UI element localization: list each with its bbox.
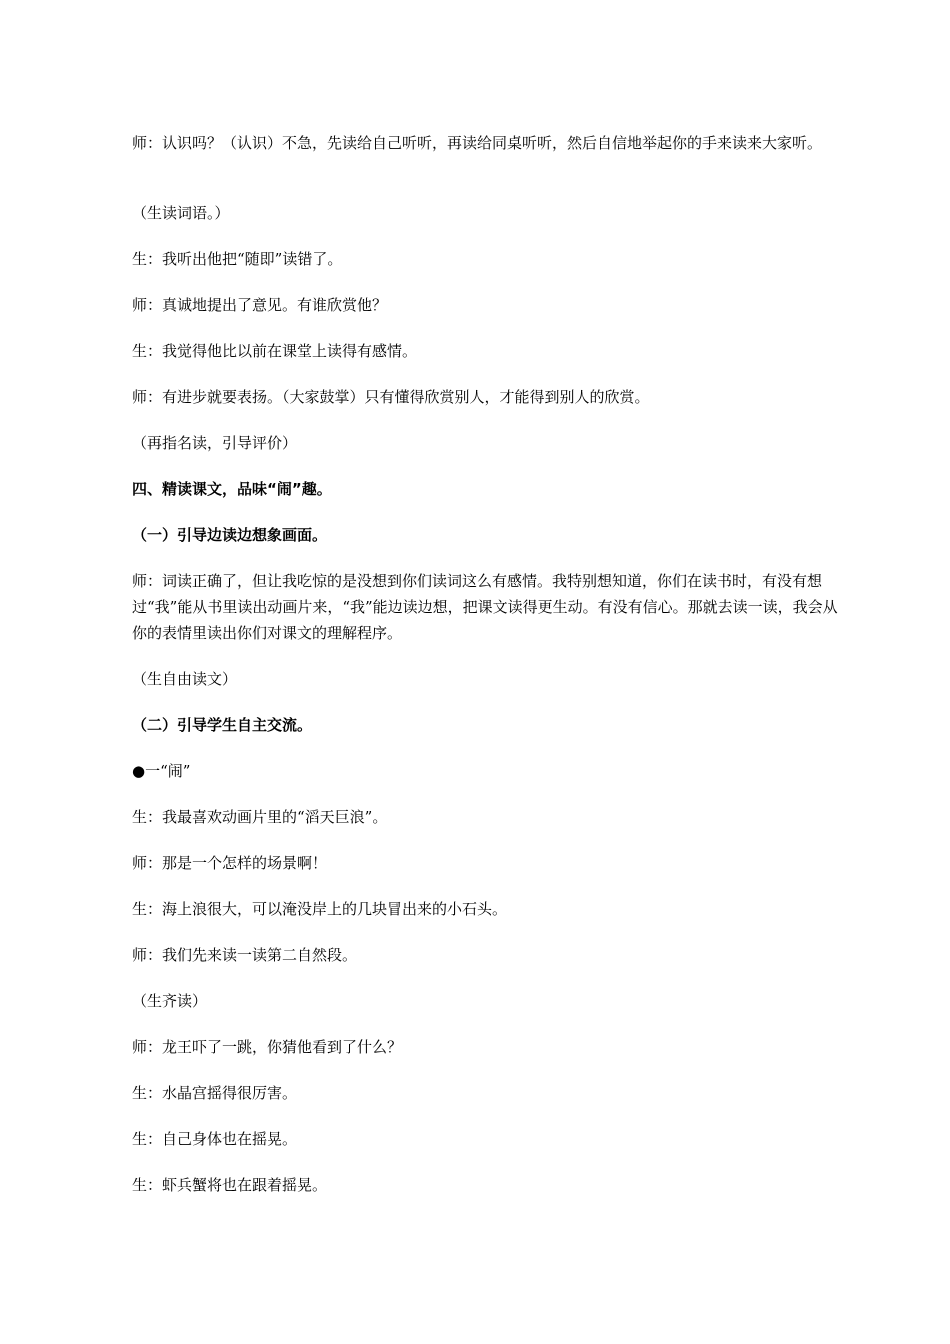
subsection-heading-1: （一）引导边读边想象画面。	[132, 526, 328, 544]
paragraph-19: 师：龙王吓了一跳，你猜他看到了什么？	[132, 1038, 403, 1056]
paragraph-14: 生：我最喜欢动画片里的“滔天巨浪”。	[132, 808, 388, 826]
document-page	[132, 130, 852, 1218]
paragraph-15: 师：那是一个怎样的场景啊！	[132, 854, 328, 872]
bullet-item: ●一“闹”	[132, 762, 191, 780]
paragraph-6: 师：有进步就要表扬。（大家鼓掌）只有懂得欣赏别人，才能得到别人的欣赏。	[132, 388, 650, 406]
paragraph-18: （生齐读）	[132, 992, 208, 1010]
section-heading-4: 四、精读课文，品味“闹”趣。	[132, 480, 332, 498]
paragraph-3: 生：我听出他把“随即”读错了。	[132, 250, 343, 268]
paragraph-4: 师：真诚地提出了意见。有谁欣赏他？	[132, 296, 388, 314]
subsection-heading-2: （二）引导学生自主交流。	[132, 716, 313, 734]
paragraph-7: （再指名读，引导评价）	[132, 434, 298, 452]
paragraph-17: 师：我们先来读一读第二自然段。	[132, 946, 358, 964]
paragraph-16: 生：海上浪很大，可以淹没岸上的几块冒出来的小石头。	[132, 900, 508, 918]
paragraph-22: 生：虾兵蟹将也在跟着摇晃。	[132, 1176, 328, 1194]
paragraph-5: 生：我觉得他比以前在课堂上读得有感情。	[132, 342, 418, 360]
paragraph-21: 生：自己身体也在摇晃。	[132, 1130, 298, 1148]
paragraph-10: 师：词读正确了，但让我吃惊的是没想到你们读词这么有感情。我特别想知道，你们在读书时，有没有想过“我”能从书里读出动画片来，“我”能边读边想，把课文读得更生动。有没有信心。那就去读一读，我会从你的表情里读出你们对课文的理解程序。	[132, 572, 838, 642]
paragraph-11: （生自由读文）	[132, 670, 238, 688]
paragraph-20: 生：水晶宫摇得很厉害。	[132, 1084, 298, 1102]
paragraph-2: （生读词语。）	[132, 204, 230, 222]
paragraph-1: 师：认识吗？（认识）不急，先读给自己听听，再读给同桌听听，然后自信地举起你的手来读来大家听。	[132, 134, 823, 152]
